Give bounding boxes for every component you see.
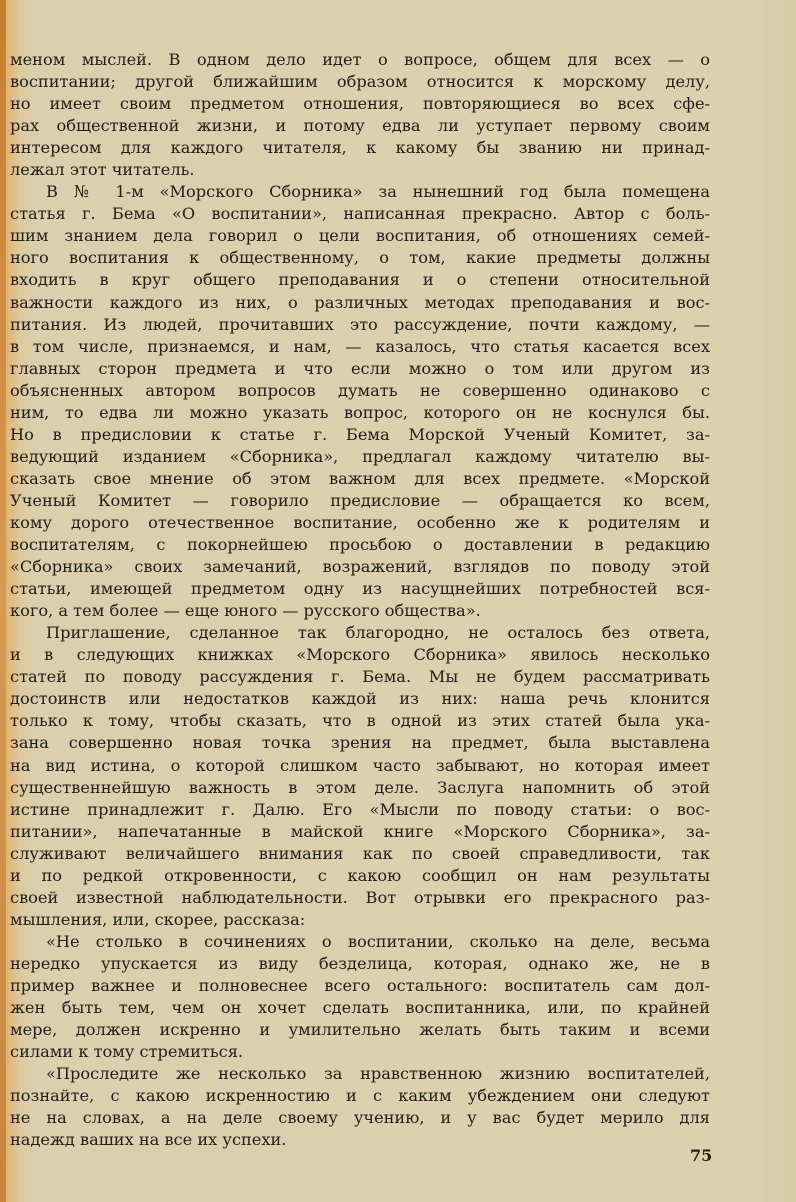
text-line: своей известной наблюдательности. Вот отрывки его прекрасного раз- xyxy=(10,887,710,907)
text-line: истине принадлежит г. Далю. Его «Мысли по поводу статьи: о вос- xyxy=(10,799,710,819)
text-line: мышления, или, скорее, рассказа: xyxy=(10,909,306,929)
text-line: воспитателям, с покорнейшею просьбою о доставлении в редакцию xyxy=(10,535,710,555)
text-line: Ученый Комитет — говорило предисловие — обращается ко всем, xyxy=(10,490,710,510)
text-line: силами к тому стремиться. xyxy=(10,1042,244,1062)
text-line: кого, а тем более — еще юного — русского общества». xyxy=(10,601,481,621)
text-line: только к тому, чтобы сказать, что в одной из этих статей была ука- xyxy=(10,711,710,731)
text-line: входить в круг общего преподавания и о степени относительной xyxy=(10,270,710,290)
text-line: питании», напечатанные в майской книге «Морского Сборника», за- xyxy=(10,821,710,841)
text-line: меном мыслей. В одном дело идет о вопросе, общем для всех — о xyxy=(10,50,710,69)
text-line: достоинств или недостатков каждой из них: наша речь клонится xyxy=(10,689,710,709)
text-line: ведующий изданием «Сборника», предлагал каждому читателю вы- xyxy=(10,446,710,466)
text-line: в том числе, признаемся, и нам, — казалось, что статья касается всех xyxy=(10,336,710,356)
text-line: «Не столько в сочинениях о воспитании, сколько на деле, весьма xyxy=(46,931,710,951)
text-line: важности каждого из них, о различных методах преподавания и вос- xyxy=(10,292,710,312)
text-line: познайте, с какою искренностию и с каким убеждением они следуют xyxy=(10,1086,710,1106)
text-line: статьи, имеющей предметом одну из насущнейших потребностей вся- xyxy=(10,579,710,599)
text-line: сказать свое мнение об этом важном для всех предмете. «Морской xyxy=(10,468,710,488)
text-line: ного воспитания к общественному, о том, какие предметы должны xyxy=(10,248,710,268)
text-line: нередко упускается из виду безделица, которая, однако же, не в xyxy=(10,953,710,973)
body-text xyxy=(10,49,710,1151)
text-line: ним, то едва ли можно указать вопрос, которого он не коснулся бы. xyxy=(10,402,710,422)
text-line: главных сторон предмета и что если можно о том или другом из xyxy=(10,358,710,378)
page-number: 75 xyxy=(690,1146,713,1165)
text-line: воспитании; другой ближайшим образом относится к морскому делу, xyxy=(10,72,710,92)
text-line: Приглашение, сделанное так благородно, не осталось без ответа, xyxy=(46,623,710,643)
text-line: интересом для каждого читателя, к какому бы званию ни принад- xyxy=(10,138,710,158)
text-line: кому дорого отечественное воспитание, особенно же к родителям и xyxy=(10,512,710,532)
text-line: и по редкой откровенности, с какою сообщил он нам результаты xyxy=(10,865,710,885)
text-line: мере, должен искренно и умилительно желать быть таким и всеми xyxy=(10,1020,710,1040)
text-line: пример важнее и полновеснее всего остального: воспитатель сам дол- xyxy=(10,975,710,995)
text-line: существеннейшую важность в этом деле. Заслуга напомнить об этой xyxy=(10,777,710,797)
text-line: питания. Из людей, прочитавших это рассуждение, почти каждому, — xyxy=(10,314,710,334)
text-line: В № 1-м «Морского Сборника» за нынешний год была помещена xyxy=(46,182,710,202)
text-line: служивают величайшего внимания как по своей справедливости, так xyxy=(10,843,710,863)
text-line: но имеет своим предметом отношения, повторяющиеся во всех сфе- xyxy=(10,94,710,114)
text-line: не на словах, а на деле своему учению, и у вас будет мерило для xyxy=(10,1108,710,1128)
text-line: «Сборника» своих замечаний, возражений, взглядов по поводу этой xyxy=(10,557,710,577)
page-binding-edge xyxy=(0,0,6,1202)
text-line: «Проследите же несколько за нравственною жизнию воспитателей, xyxy=(46,1064,710,1084)
text-line: лежал этот читатель. xyxy=(10,160,195,180)
text-line: на вид истина, о которой слишком часто забывают, но которая имеет xyxy=(10,755,710,775)
text-line: рах общественной жизни, и потому едва ли уступает первому своим xyxy=(10,116,710,136)
text-line: Но в предисловии к статье г. Бема Морской Ученый Комитет, за- xyxy=(10,424,710,444)
text-line: зана совершенно новая точка зрения на предмет, была выставлена xyxy=(10,733,710,753)
text-line: жен быть тем, чем он хочет сделать воспитанника, или, по крайней xyxy=(10,998,710,1018)
text-line: надежд ваших на все их успехи. xyxy=(10,1130,287,1150)
text-line: и в следующих книжках «Морского Сборника» явилось несколько xyxy=(10,645,710,665)
text-line: статей по поводу рассуждения г. Бема. Мы не будем рассматривать xyxy=(10,667,710,687)
text-line: статья г. Бема «О воспитании», написанная прекрасно. Автор с боль- xyxy=(10,204,710,224)
text-line: шим знанием дела говорил о цели воспитания, об отношениях семей- xyxy=(10,226,710,246)
text-line: объясненных автором вопросов думать не совершенно одинаково с xyxy=(10,380,710,400)
